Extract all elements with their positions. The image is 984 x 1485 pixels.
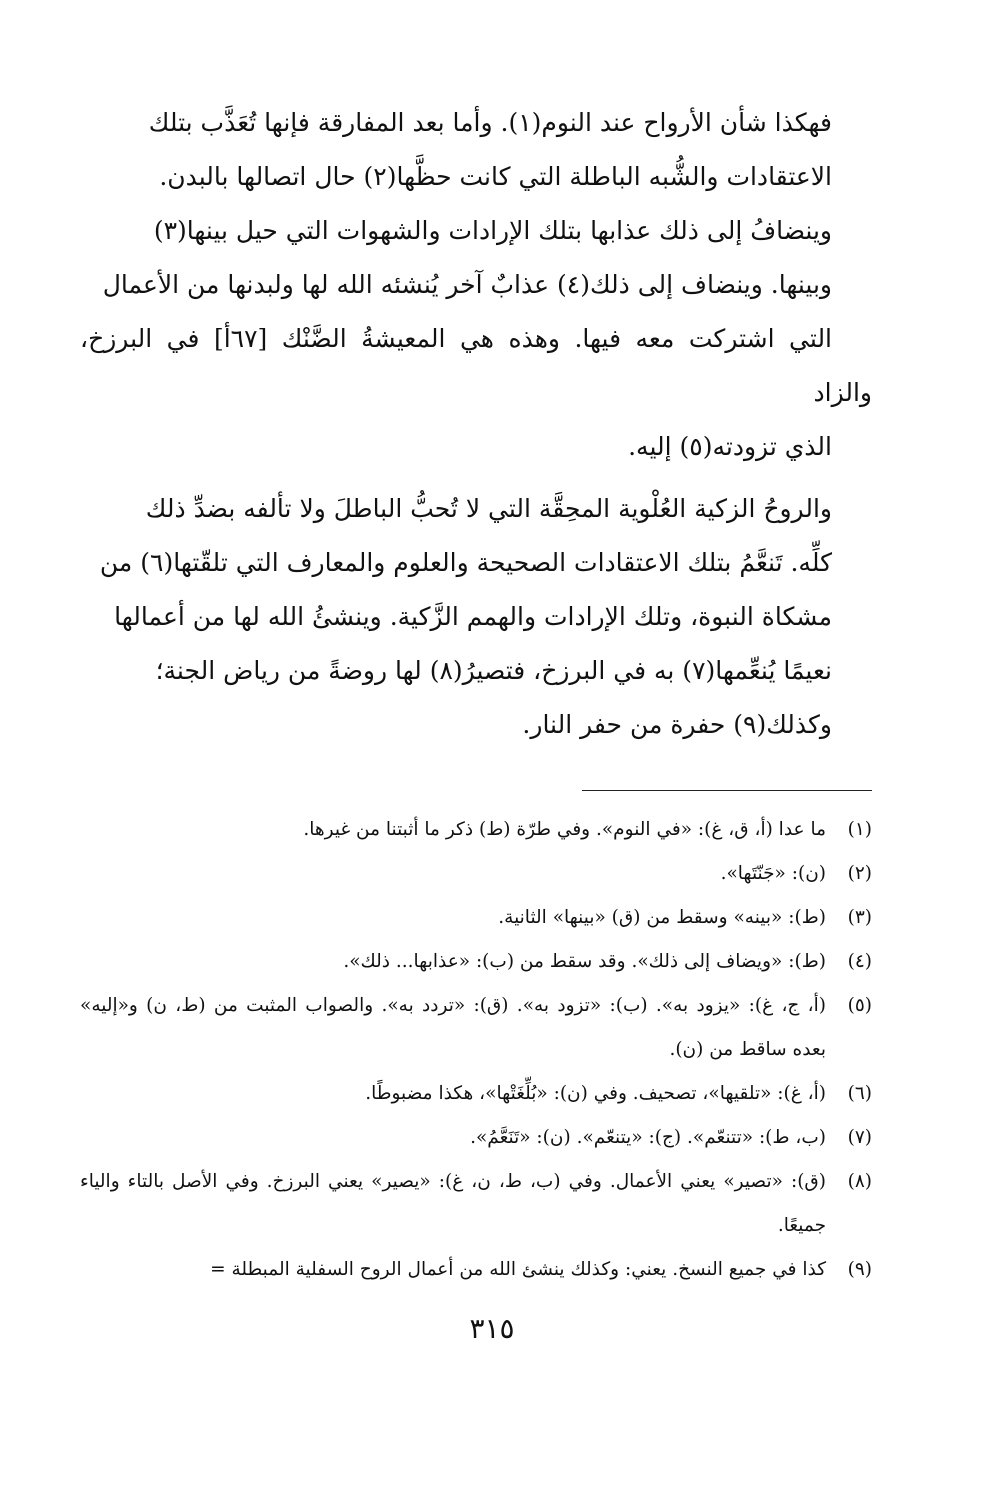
text-line: نعيمًا يُنعِّمها(٧) به في البرزخ، فتصيرُ(٨) لها روضةً من رياض الجنة؛	[155, 656, 832, 685]
footnote-text: (ط): «بينه» وسقط من (ق) «بينها» الثانية.	[498, 907, 826, 928]
footnote	[80, 808, 872, 852]
text-line: فهكذا شأن الأرواح عند النوم(١). وأما بعد المفارقة فإنها تُعَذَّب بتلك	[148, 108, 832, 137]
text-line: وكذلك(٩) حفرة من حفر النار.	[522, 710, 832, 739]
footnote-number: (٤)	[847, 951, 872, 972]
page-number: ٣١٥	[469, 1312, 515, 1345]
footnote	[80, 984, 872, 1072]
text-line: الاعتقادات والشُّبه الباطلة التي كانت حظَّها(٢) حال اتصالها بالبدن.	[159, 162, 832, 191]
main-text	[80, 96, 872, 752]
footnotes	[80, 808, 872, 1292]
footnote-number: (٥)	[847, 995, 872, 1016]
footnote-number: (٨)	[847, 1171, 872, 1192]
text-line: مشكاة النبوة، وتلك الإرادات والهمم الزَّكية. وينشئُ الله لها من أعمالها	[114, 602, 832, 631]
text-line: التي اشتركت معه فيها. وهذه هي المعيشةُ الضَّنْك [٦٧أ] في البرزخ، والزاد	[80, 324, 872, 407]
footnote-number: (٣)	[847, 907, 872, 928]
footnote-text: (ق): «تصير» يعني الأعمال. وفي (ب، ط، ن، غ): «يصير» يعني البرزخ. وفي الأصل بالتاء والياء جميعًا.	[80, 1171, 826, 1236]
footnote	[80, 940, 872, 984]
footnote-text: (ب، ط): «تتنعّم». (ج): «يتنعّم». (ن): «تَنَعَّمُ».	[470, 1127, 826, 1148]
paragraph-1	[80, 96, 872, 474]
text-line: والروحُ الزكية العُلْوية المحِقَّة التي لا تُحبُّ الباطلَ ولا تألفه بضدِّ ذلك	[145, 494, 832, 523]
footnote	[80, 1072, 872, 1116]
footnote-text: ما عدا (أ، ق، غ): «في النوم». وفي طرّة (ط) ذكر ما أثبتنا من غيرها.	[303, 819, 826, 840]
text-line: الذي تزودته(٥) إليه.	[628, 432, 832, 461]
footnote-text: (أ، ج، غ): «يزود به». (ب): «تزود به». (ق): «تردد به». والصواب المثبت من (ط، ن) و«إليه» بعده ساقط من (ن).	[80, 995, 826, 1060]
footnote	[80, 1116, 872, 1160]
footnote	[80, 896, 872, 940]
footnote-number: (١)	[847, 819, 872, 840]
footnote-number: (٢)	[847, 863, 872, 884]
footnote-text: (أ، غ): «تلقيها»، تصحيف. وفي (ن): «بُلِّغَتْها»، هكذا مضبوطًا.	[365, 1083, 826, 1104]
footnote-separator	[582, 790, 872, 791]
footnote	[80, 1160, 872, 1248]
footnote-text: كذا في جميع النسخ. يعني: وكذلك ينشئ الله من أعمال الروح السفلية المبطلة =	[210, 1259, 826, 1280]
text-line: وبينها. وينضاف إلى ذلك(٤) عذابٌ آخر يُنشئه الله لها ولبدنها من الأعمال	[102, 270, 832, 299]
footnote-number: (٧)	[847, 1127, 872, 1148]
text-line: وينضافُ إلى ذلك عذابها بتلك الإرادات والشهوات التي حيل بينها(٣)	[153, 216, 832, 245]
footnote-text: (ط): «ويضاف إلى ذلك». وقد سقط من (ب): «عذابها... ذلك».	[343, 951, 826, 972]
text-line: كلِّه. تَنعَّمُ بتلك الاعتقادات الصحيحة والعلوم والمعارف التي تلقّتها(٦) من	[99, 548, 832, 577]
footnote-text: (ن): «جَنّتَها».	[720, 863, 826, 884]
footnote	[80, 852, 872, 896]
footnote	[80, 1248, 872, 1292]
footnote-number: (٩)	[847, 1259, 872, 1280]
paragraph-2	[80, 482, 872, 752]
footnote-number: (٦)	[847, 1083, 872, 1104]
